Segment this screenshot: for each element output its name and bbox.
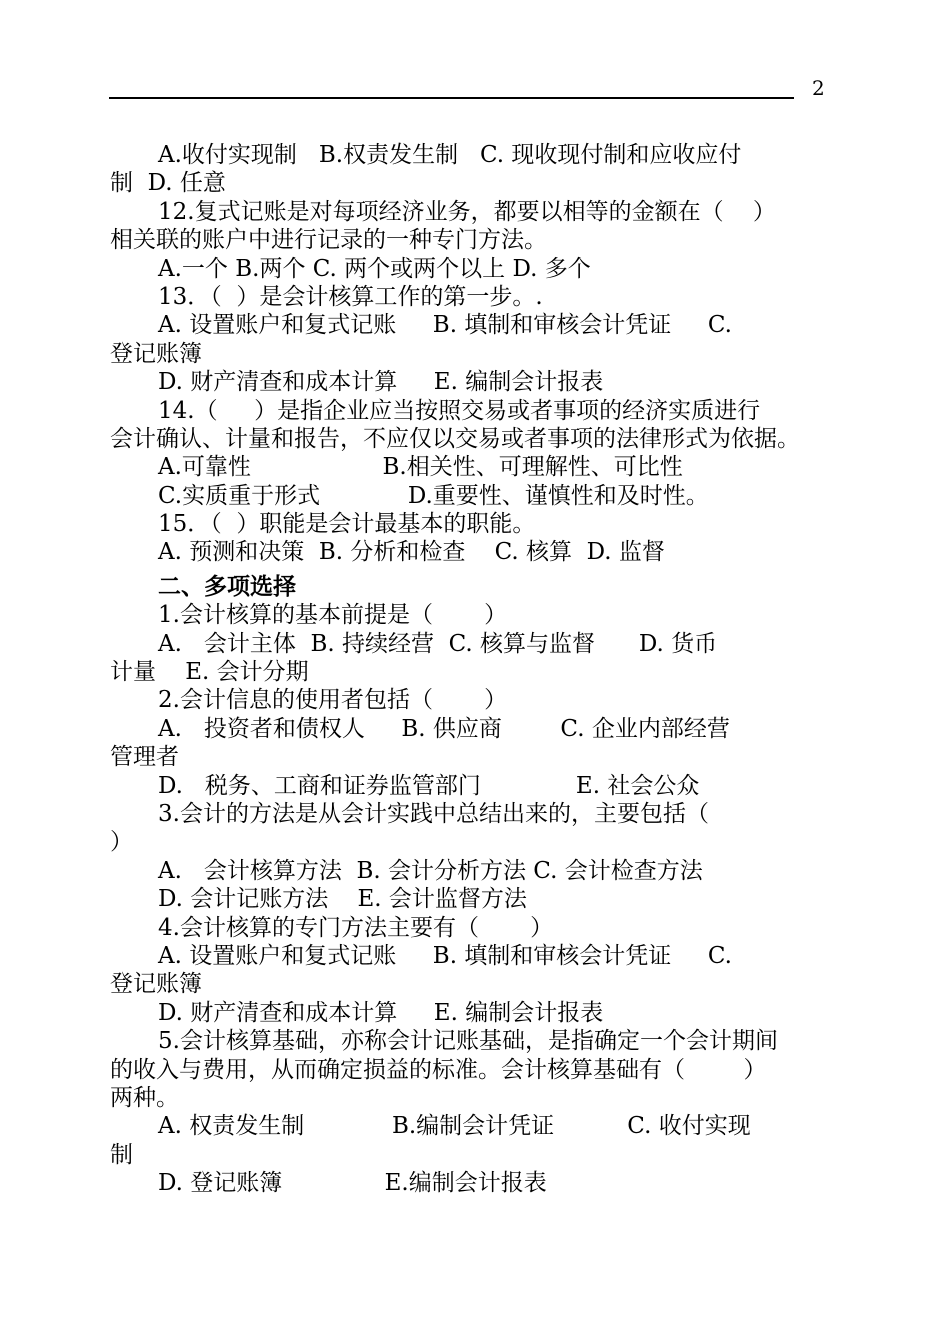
text-line: A. 权责发生制 B.编制会计凭证 C. 收付实现 xyxy=(158,1113,751,1140)
text-line: A.可靠性 B.相关性、可理解性、可比性 xyxy=(158,454,683,481)
multi-question-5: 5.会计核算基础，亦称会计记账基础，是指确定一个会计期间 xyxy=(158,1028,778,1055)
text-line: A.收付实现制 B.权责发生制 C. 现收现付制和应收应付 xyxy=(158,142,742,168)
text-line: A. 投资者和债权人 B. 供应商 C. 企业内部经营 xyxy=(158,715,730,742)
text-line: 制 D. 任意 xyxy=(110,170,226,197)
text-line: A. 设置账户和复式记账 B. 填制和审核会计凭证 C. xyxy=(158,312,732,339)
text-line: C.实质重于形式 D.重要性、谨慎性和及时性。 xyxy=(158,482,709,509)
multi-question-4: 4.会计核算的专门方法主要有（ ） xyxy=(158,914,554,941)
text-line: D. 财产清查和成本计算 E. 编制会计报表 xyxy=(158,999,604,1026)
multi-question-1: 1.会计核算的基本前提是（ ） xyxy=(158,602,508,629)
text-line: 登记账簿 xyxy=(110,971,202,998)
text-line: 计量 E. 会计分期 xyxy=(110,659,309,686)
text-line: 两种。 xyxy=(110,1084,179,1111)
text-line: 的收入与费用，从而确定损益的标准。会计核算基础有（ ） xyxy=(110,1056,767,1083)
text-line: 登记账簿 xyxy=(110,340,202,367)
text-line: A. 预测和决策 B. 分析和检查 C. 核算 D. 监督 xyxy=(158,539,665,566)
question-12: 12.复式记账是对每项经济业务，都要以相等的金额在（ ） xyxy=(158,198,776,225)
header-rule xyxy=(109,97,794,99)
text-line: D. 财产清查和成本计算 E. 编制会计报表 xyxy=(158,369,604,396)
question-14: 14.（ ）是指企业应当按照交易或者事项的经济实质进行 xyxy=(158,397,761,424)
text-line: ） xyxy=(110,829,133,856)
text-line: 管理者 xyxy=(110,744,179,771)
question-15: 15．（ ）职能是会计最基本的职能。 xyxy=(158,511,536,538)
question-13: 13．（ ）是会计核算工作的第一步。. xyxy=(158,283,543,310)
text-line: 制 xyxy=(110,1141,133,1168)
text-line: 相关联的账户中进行记录的一种专门方法。 xyxy=(110,227,547,254)
multi-question-3: 3.会计的方法是从会计实践中总结出来的，主要包括（ xyxy=(158,800,709,827)
text-line: D. 登记账簿 E.编制会计报表 xyxy=(158,1170,547,1197)
text-line: A. 会计主体 B. 持续经营 C. 核算与监督 D. 货币 xyxy=(158,630,718,657)
text-line: D. 会计记账方法 E. 会计监督方法 xyxy=(158,886,527,913)
document-body xyxy=(110,141,828,1197)
text-line: A. 设置账户和复式记账 B. 填制和审核会计凭证 C. xyxy=(158,942,732,969)
text-line: A.一个 B.两个 C. 两个或两个以上 D. 多个 xyxy=(158,255,591,282)
multi-question-2: 2.会计信息的使用者包括（ ） xyxy=(158,687,508,714)
section-heading: 二、多项选择 xyxy=(158,572,296,600)
page-number: 2 xyxy=(812,76,825,100)
text-line: A. 会计核算方法 B. 会计分析方法 C. 会计检查方法 xyxy=(158,857,703,884)
text-line: 会计确认、计量和报告，不应仅以交易或者事项的法律形式为依据。 xyxy=(110,425,800,452)
text-line: D. 税务、工商和证券监管部门 E. 社会公众 xyxy=(158,772,700,799)
